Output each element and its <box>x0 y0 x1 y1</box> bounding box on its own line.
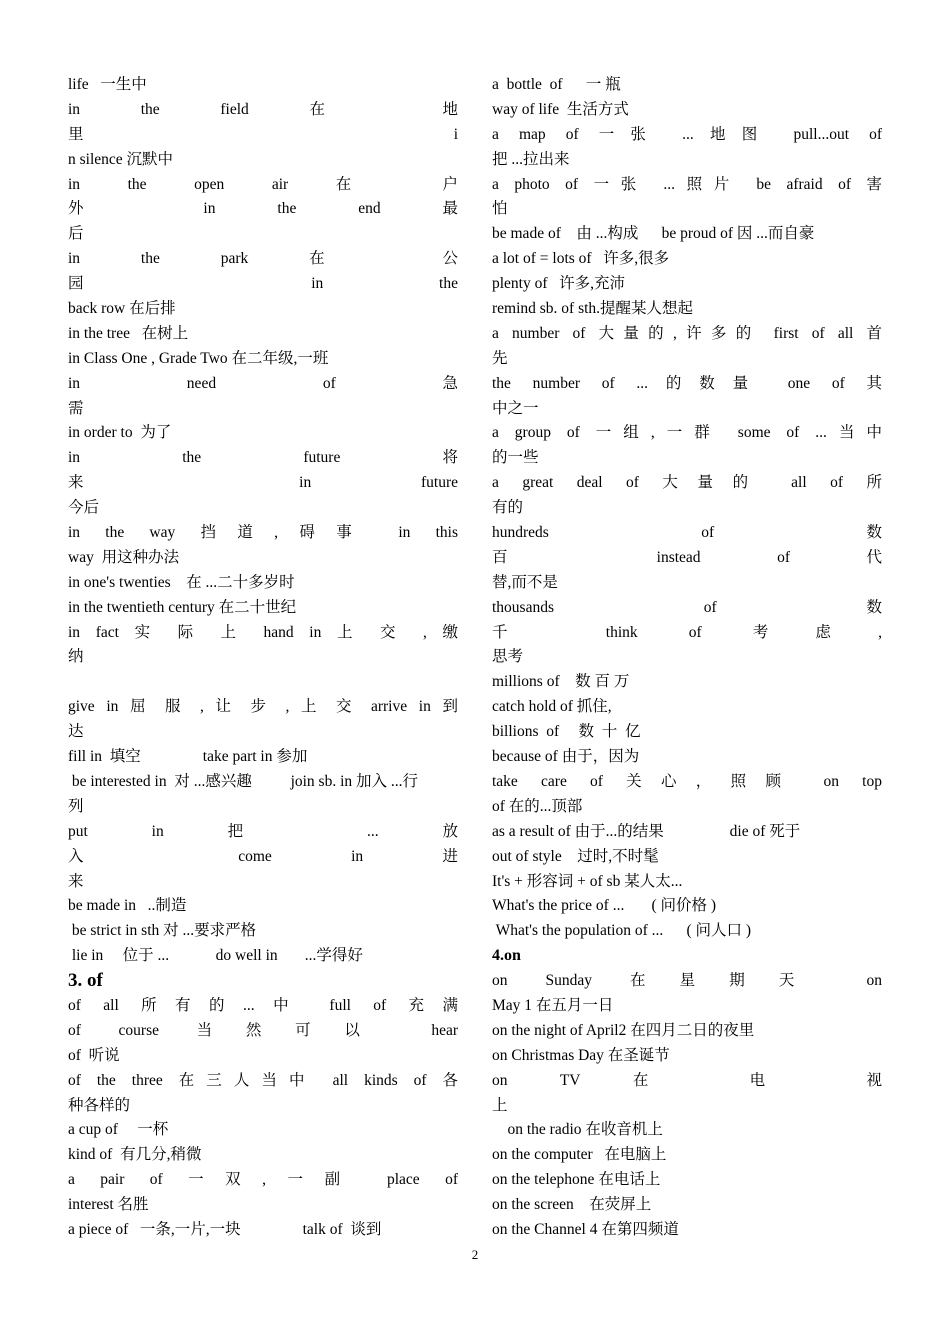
text-line: May 1 在五月一日 <box>492 996 614 1014</box>
text-line: of 在的...顶部 <box>492 797 583 815</box>
text-line: in Class One , Grade Two 在二年级,一班 <box>68 349 329 367</box>
text-line: a photo of 一张 ...照片 be afraid of 害 <box>492 175 882 193</box>
text-line: 百 instead of 代 <box>492 548 882 566</box>
text-line: of 听说 <box>68 1046 120 1064</box>
text-line: be interested in 对 ...感兴趣 join sb. in 加入 ...行 <box>68 772 419 790</box>
text-line: of course 当然可以 hear <box>68 1021 458 1039</box>
text-line: of the three 在三人当中 all kinds of 各 <box>68 1071 458 1089</box>
text-line: the number of ...的数量 one of 其 <box>492 374 882 392</box>
text-line: in fact 实 际 上 hand in 上 交 , 缴 <box>68 623 458 641</box>
text-line: 怕 <box>492 200 508 218</box>
text-line: a group of 一组,一群 some of ...当中 <box>492 424 882 442</box>
text-line: be strict in sth 对 ...要求严格 <box>68 922 257 940</box>
text-line: interest 名胜 <box>68 1196 149 1214</box>
text-line: n silence 沉默中 <box>68 150 174 168</box>
left-column <box>68 73 458 1243</box>
section-heading: 3. of <box>68 970 103 992</box>
text-line: 列 <box>68 797 84 815</box>
text-line: 先 <box>492 349 508 367</box>
text-line: a pair of 一双,一副 place of <box>68 1171 458 1189</box>
text-line: of all 所有的...中 full of 充满 <box>68 996 458 1014</box>
text-line: lie in 位于 ... do well in ...学得好 <box>68 947 363 965</box>
section-heading: 4.on <box>492 947 521 965</box>
text-line: a cup of 一杯 <box>68 1121 169 1139</box>
text-line: a great deal of 大量的 all of 所 <box>492 474 882 492</box>
text-line: 达 <box>68 723 84 741</box>
text-line: in the open air 在 户 <box>68 175 458 193</box>
text-line: because of 由于，因为 <box>492 748 640 766</box>
text-line: way 用这种办法 <box>68 548 180 566</box>
text-line: as a result of 由于...的结果 die of 死于 <box>492 822 801 840</box>
text-line: in the field 在 地 <box>68 100 458 118</box>
text-line: 今后 <box>68 499 100 517</box>
text-line: in the way 挡道,碍事 in this <box>68 524 458 542</box>
text-line: back row 在后排 <box>68 300 176 318</box>
text-line: 上 <box>492 1096 508 1114</box>
text-line: in one's twenties 在 ...二十多岁时 <box>68 573 295 591</box>
text-line: on the computer 在电脑上 <box>492 1146 667 1164</box>
text-line: in the tree 在树上 <box>68 324 189 342</box>
text-line: remind sb. of sth.提醒某人想起 <box>492 300 694 318</box>
text-line: be made in ..制造 <box>68 897 187 915</box>
text-line: 有的 <box>492 499 524 517</box>
text-line: a map of 一张 ...地图 pull...out of <box>492 125 882 143</box>
text-line: millions of 数 百 万 <box>492 673 630 691</box>
text-line: put in 把 ... 放 <box>68 822 458 840</box>
text-line: on Sunday 在星期天 on <box>492 972 882 990</box>
text-line: way of life 生活方式 <box>492 100 629 118</box>
text-line: 把 ...拉出来 <box>492 150 570 168</box>
text-line: take care of 关心，照顾 on top <box>492 772 882 790</box>
text-line: give in 屈 服 , 让 步 , 上 交 arrive in 到 <box>68 698 458 716</box>
text-line: 来 in future <box>68 474 458 492</box>
text-line: 入 come in 进 <box>68 847 458 865</box>
text-line: on the telephone 在电话上 <box>492 1171 661 1189</box>
text-line: 园 in the <box>68 275 458 293</box>
text-line <box>68 670 458 695</box>
text-line: on the radio 在收音机上 <box>492 1121 663 1139</box>
text-line: 里 i <box>68 125 458 143</box>
text-line: 外 in the end 最 <box>68 200 458 218</box>
text-line: a bottle of 一 瓶 <box>492 76 621 93</box>
text-line: be made of 由 ...构成 be proud of 因 ...而自豪 <box>492 225 815 243</box>
text-line: in need of 急 <box>68 374 458 392</box>
text-line: 思考 <box>492 648 524 666</box>
text-line: 后 <box>68 225 84 243</box>
text-line: It's + 形容词 + of sb 某人太... <box>492 872 683 890</box>
text-line: catch hold of 抓住, <box>492 698 612 716</box>
text-line: on the screen 在荧屏上 <box>492 1196 652 1214</box>
text-line: in the twentieth century 在二十世纪 <box>68 598 297 616</box>
text-line: on Christmas Day 在圣诞节 <box>492 1046 670 1064</box>
text-line: 替,而不是 <box>492 573 558 591</box>
text-line: kind of 有几分,稍微 <box>68 1146 202 1164</box>
text-line: in order to 为了 <box>68 424 172 442</box>
text-line: What's the population of ... ( 问人口 ) <box>492 922 752 940</box>
text-line: 的一些 <box>492 449 539 467</box>
text-line: What's the price of ... ( 问价格 ) <box>492 897 717 915</box>
text-line: thousands of 数 <box>492 598 882 616</box>
text-line: out of style 过时,不时髦 <box>492 847 659 865</box>
text-line: on TV 在 电 视 <box>492 1071 882 1089</box>
text-line: a lot of = lots of 许多,很多 <box>492 250 670 268</box>
right-column <box>492 73 882 1243</box>
text-line: 来 <box>68 872 84 890</box>
text-line: on the Channel 4 在第四频道 <box>492 1220 679 1238</box>
page-number: 2 <box>471 1247 479 1262</box>
text-line: hundreds of 数 <box>492 524 882 542</box>
text-line: billions of 数 十 亿 <box>492 723 641 741</box>
text-line: 种各样的 <box>68 1096 131 1114</box>
text-line: 中之一 <box>492 399 539 417</box>
text-line: 千 think of 考虑, <box>492 623 882 641</box>
text-line: plenty of 许多,充沛 <box>492 275 626 293</box>
text-line: on the night of April2 在四月二日的夜里 <box>492 1021 755 1039</box>
text-line: in the park 在 公 <box>68 250 458 268</box>
text-line: 纳 <box>68 648 84 666</box>
text-line: fill in 填空 take part in 参加 <box>68 748 308 766</box>
text-line: 需 <box>68 399 84 417</box>
text-line: in the future 将 <box>68 449 458 467</box>
text-line: a piece of 一条,一片,一块 talk of 谈到 <box>68 1220 382 1238</box>
text-line: a number of 大量的,许多的 first of all 首 <box>492 324 882 342</box>
text-line: life 一生中 <box>68 76 147 93</box>
